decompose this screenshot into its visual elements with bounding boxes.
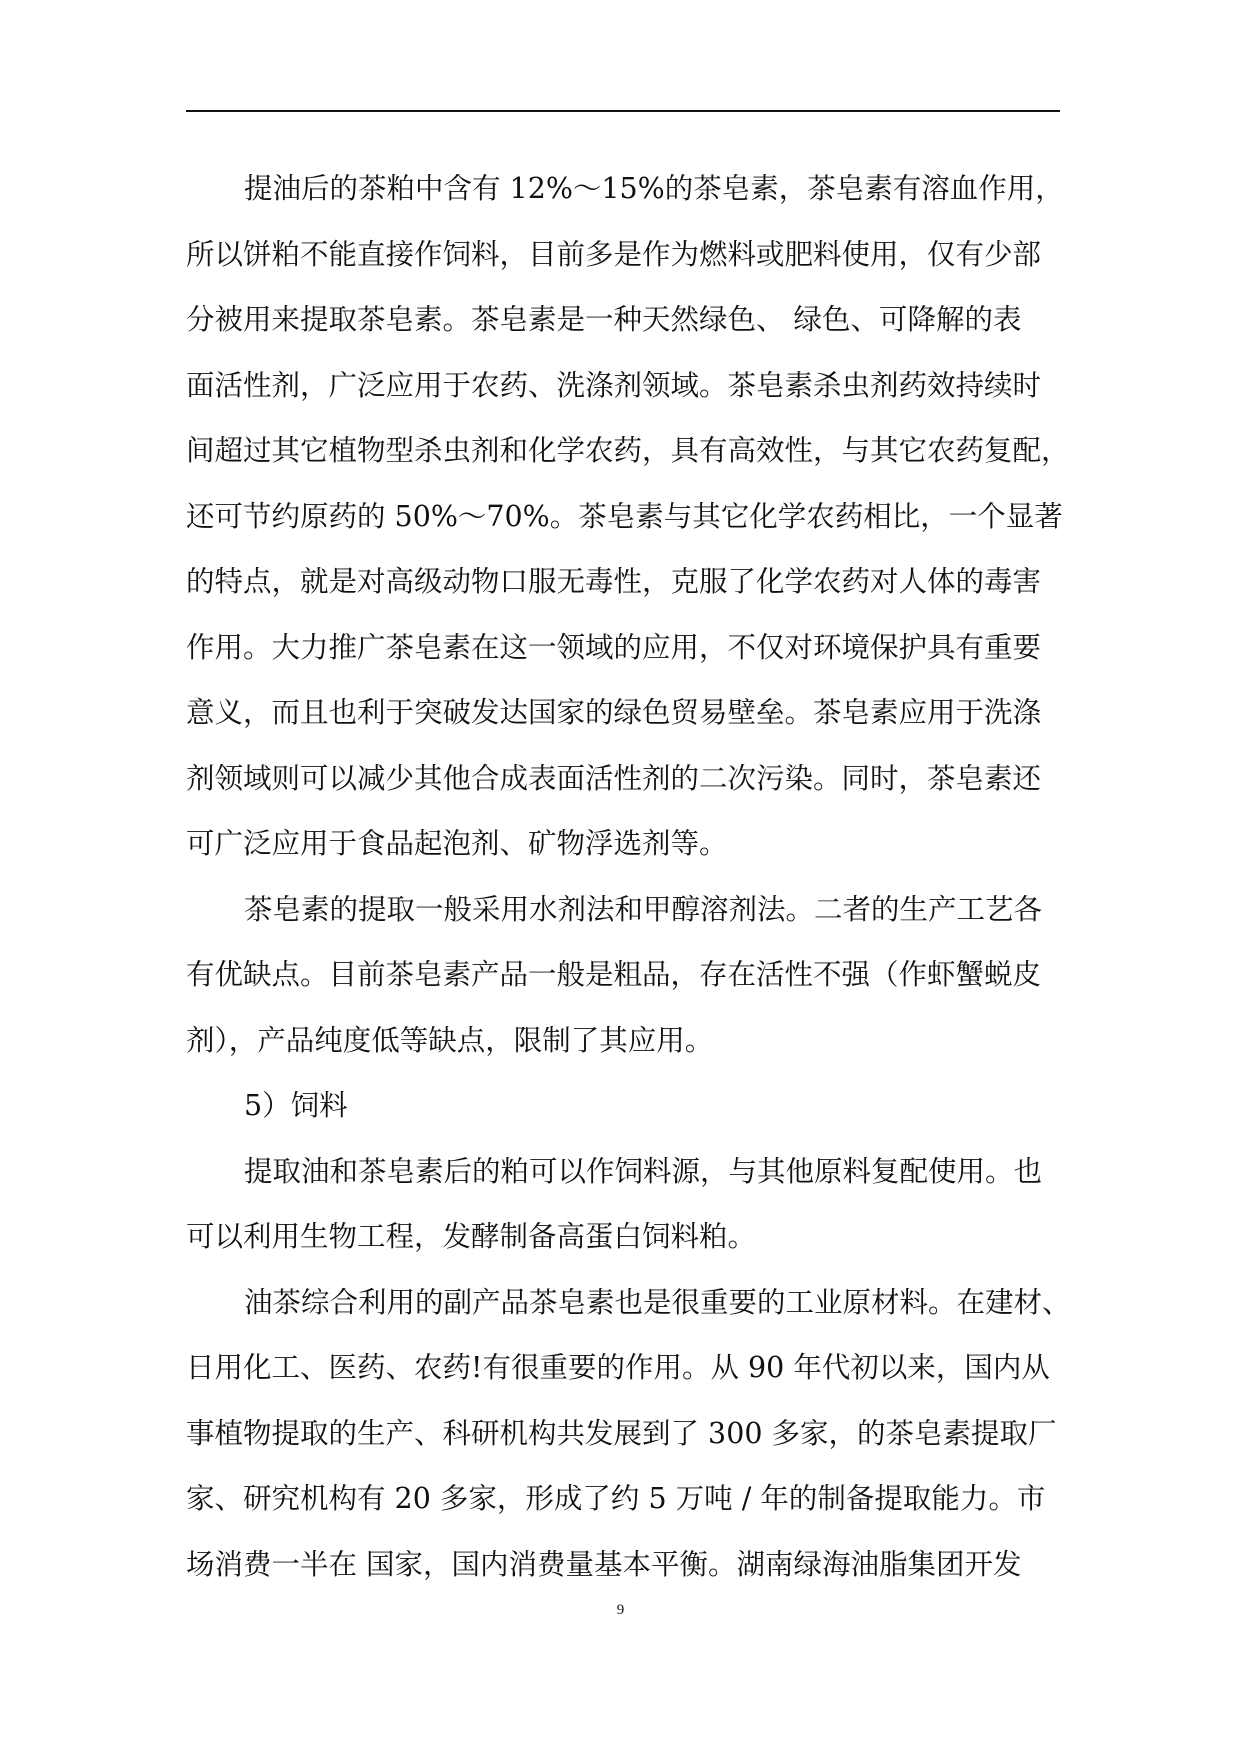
page-number: 9: [616, 1602, 625, 1618]
paragraph-line: 的特点，就是对高级动物口服无毒性，克服了化学农药对人体的毒害: [186, 565, 1042, 598]
header-rule: [186, 110, 1060, 112]
paragraph-line: 间超过其它植物型杀虫剂和化学农药，具有高效性，与其它农药复配，: [186, 434, 1070, 467]
paragraph-line: 日用化工、医药、农药!有很重要的作用。从 90 年代初以来，国内从: [186, 1351, 1050, 1384]
paragraph-line: 分被用来提取茶皂素。茶皂素是一种天然绿色、 绿色、可降解的表: [186, 303, 1022, 336]
paragraph-line: 可广泛应用于食品起泡剂、矿物浮选剂等。: [186, 827, 728, 860]
document-body: [186, 156, 1071, 1597]
paragraph-line: 还可节约原药的 50%～70%。茶皂素与其它化学农药相比，一个显著: [186, 499, 1063, 533]
paragraph-line: 事植物提取的生产、科研机构共发展到了 300 多家，的茶皂素提取厂: [186, 1416, 1057, 1450]
paragraph-line: 所以饼粕不能直接作饲料，目前多是作为燃料或肥料使用，仅有少部: [186, 237, 1042, 271]
paragraph-line: 场消费一半在 国家，国内消费量基本平衡。湖南绿海油脂集团开发: [186, 1547, 1022, 1581]
paragraph-line: 面活性剂，广泛应用于农药、洗涤剂领域。茶皂素杀虫剂药效持续时: [186, 368, 1042, 402]
paragraph-line: 剂），产品纯度低等缺点，限制了其应用。: [186, 1023, 714, 1057]
paragraph-line: 家、研究机构有 20 多家，形成了约 5 万吨 / 年的制备提取能力。市: [186, 1482, 1046, 1515]
paragraph-line: 作用。大力推广茶皂素在这一领域的应用，不仅对环境保护具有重要: [186, 630, 1042, 664]
paragraph-line: 提取油和茶皂素后的粕可以作饲料源，与其他原料复配使用。也: [244, 1154, 1043, 1188]
paragraph-line: 意义，而且也利于突破发达国家的绿色贸易壁垒。茶皂素应用于洗涤: [186, 696, 1042, 729]
paragraph-line: 有优缺点。目前茶皂素产品一般是粗品，存在活性不强（作虾蟹蜕皮: [186, 958, 1042, 991]
paragraph-line: 可以利用生物工程，发酵制备高蛋白饲料粕。: [186, 1220, 757, 1253]
section-heading: 5）饲料: [244, 1089, 348, 1122]
paragraph-line: 油茶综合利用的副产品茶皂素也是很重要的工业原材料。在建材、: [244, 1285, 1071, 1319]
paragraph-line: 茶皂素的提取一般采用水剂法和甲醇溶剂法。二者的生产工艺各: [244, 892, 1043, 926]
paragraph-line: 剂领域则可以减少其他合成表面活性剂的二次污染。同时，茶皂素还: [186, 761, 1042, 795]
paragraph-line: 提油后的茶粕中含有 12%～15%的茶皂素，茶皂素有溶血作用，: [244, 172, 1064, 205]
